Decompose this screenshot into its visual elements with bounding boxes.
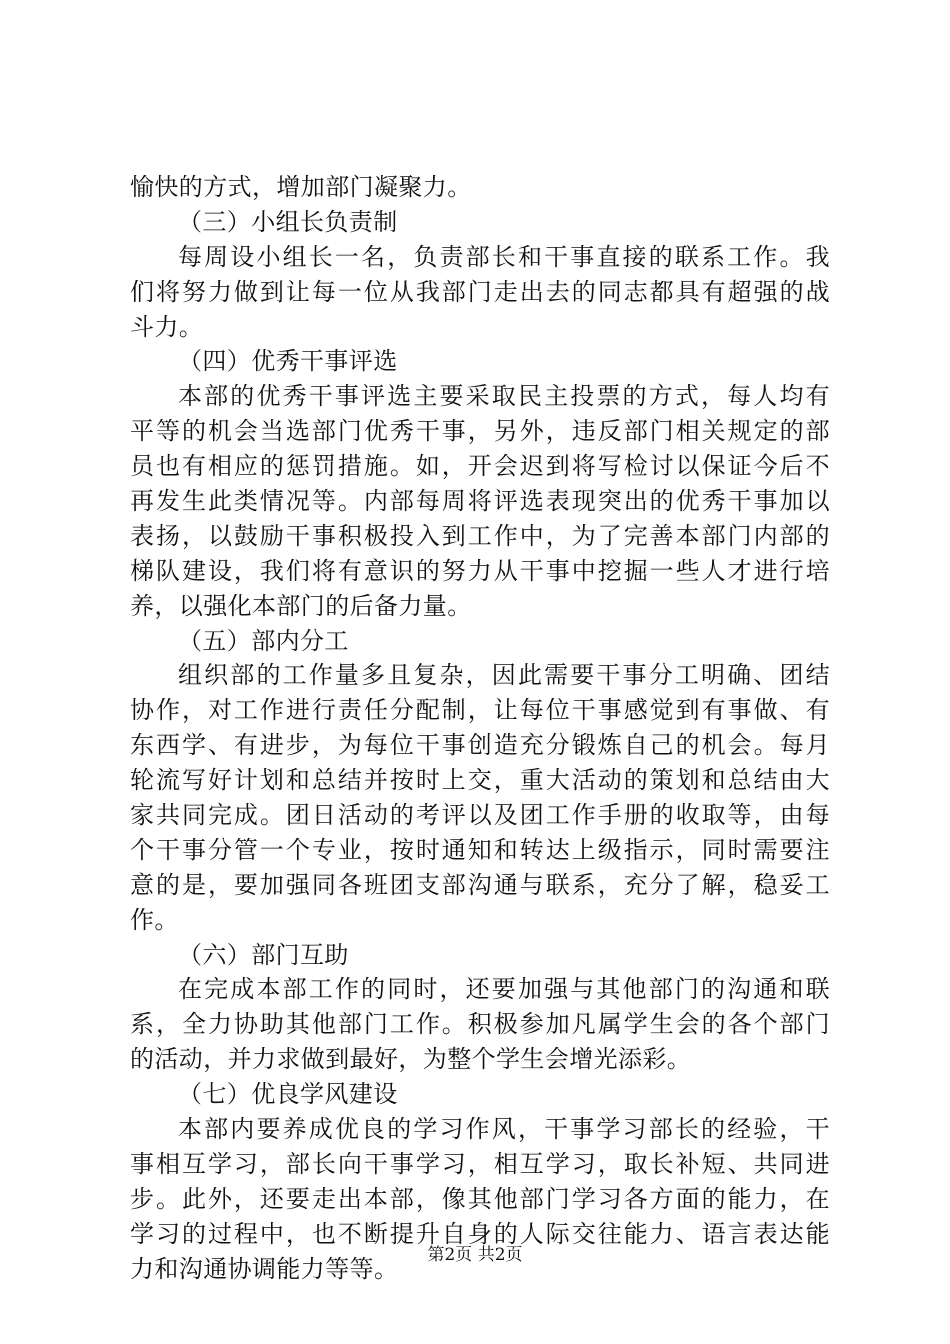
page-footer: 第2页 共2页	[427, 1245, 523, 1265]
section-heading: （六）部门互助	[178, 940, 349, 969]
paragraph-first-line: 每周设小组长一名，负责部长和干事直接的联系工作。我	[178, 242, 830, 271]
section-heading: （四）优秀干事评选	[178, 347, 398, 376]
section-heading: （五）部内分工	[178, 626, 349, 655]
paragraph-line: 个干事分管一个专业，按时通知和转达上级指示，同时需要注	[130, 835, 830, 864]
document-body	[130, 170, 830, 1287]
paragraph-last-line: 斗力。	[130, 312, 204, 341]
paragraph-line: 梯队建设，我们将有意识的努力从干事中挖掘一些人才进行培	[130, 556, 830, 585]
paragraph-first-line: 在完成本部工作的同时，还要加强与其他部门的沟通和联	[178, 975, 830, 1004]
paragraph-line: 家共同完成。团日活动的考评以及团工作手册的收取等，由每	[130, 801, 830, 830]
paragraph-line: 协作，对工作进行责任分配制，让每位干事感觉到有事做、有	[130, 696, 830, 725]
paragraph-last-line: 愉快的方式，增加部门凝聚力。	[130, 173, 472, 201]
section-heading: （七）优良学风建设	[178, 1080, 398, 1109]
paragraph-last-line: 作。	[130, 905, 179, 934]
paragraph-line: 轮流写好计划和总结并按时上交，重大活动的策划和总结由大	[130, 766, 830, 795]
paragraph-first-line: 组织部的工作量多且复杂，因此需要干事分工明确、团结	[178, 661, 830, 690]
paragraph-last-line: 养，以强化本部门的后备力量。	[130, 591, 472, 620]
paragraph-line: 们将努力做到让每一位从我部门走出去的同志都具有超强的战	[130, 277, 830, 306]
paragraph-line: 员也有相应的惩罚措施。如，开会迟到将写检讨以保证今后不	[130, 452, 830, 481]
paragraph-line: 平等的机会当选部门优秀干事，另外，违反部门相关规定的部	[130, 417, 830, 446]
paragraph-line: 表扬，以鼓励干事积极投入到工作中，为了完善本部门内部的	[130, 521, 830, 550]
paragraph-line: 事相互学习，部长向干事学习，相互学习，取长补短、共同进	[130, 1149, 830, 1178]
paragraph-last-line: 的活动，并力求做到最好，为整个学生会增光添彩。	[130, 1045, 692, 1074]
paragraph-line: 系，全力协助其他部门工作。积极参加凡属学生会的各个部门	[130, 1010, 830, 1039]
section-heading: （三）小组长负责制	[178, 207, 398, 236]
paragraph-line: 步。此外，还要走出本部，像其他部门学习各方面的能力，在	[130, 1184, 830, 1213]
paragraph-first-line: 本部内要养成优良的学习作风，干事学习部长的经验，干	[178, 1115, 830, 1144]
paragraph-first-line: 本部的优秀干事评选主要采取民主投票的方式，每人均有	[178, 382, 830, 411]
paragraph-last-line: 力和沟通协调能力等等。	[130, 1254, 399, 1283]
paragraph-line: 东西学、有进步，为每位干事创造充分锻炼自己的机会。每月	[130, 731, 830, 760]
paragraph-line: 再发生此类情况等。内部每周将评选表现突出的优秀干事加以	[130, 487, 830, 516]
paragraph-line: 意的是，要加强同各班团支部沟通与联系，充分了解，稳妥工	[130, 870, 830, 899]
paragraph-line: 学习的过程中，也不断提升自身的人际交往能力、语言表达能	[130, 1219, 830, 1248]
